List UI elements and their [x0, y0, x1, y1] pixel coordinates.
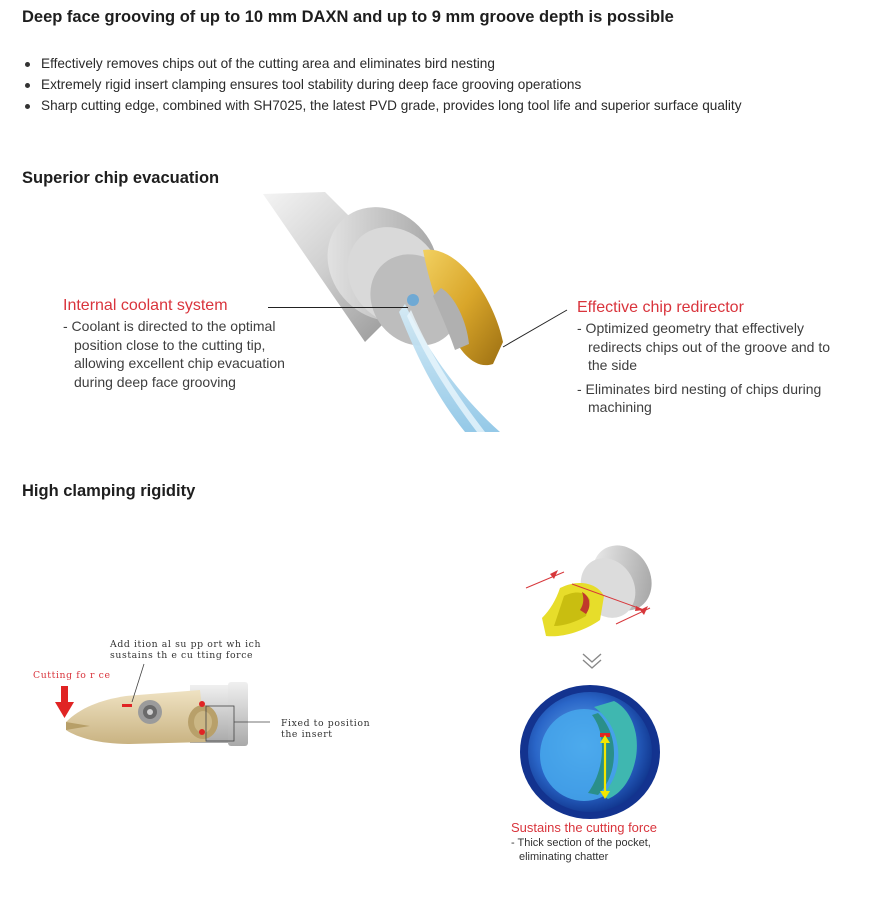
- pocket-section-illustration: [518, 683, 664, 821]
- coolant-line: - Coolant is directed to the optimal: [63, 318, 276, 334]
- redirector-line: redirects chips out of the groove and to: [588, 338, 831, 355]
- coolant-line: allowing excellent chip evacuation: [74, 355, 285, 371]
- insert-clamp-illustration: [520, 540, 660, 645]
- fixed-position-label: [281, 718, 370, 740]
- section-title-chip: Superior chip evacuation: [22, 169, 220, 187]
- sustains-line: eliminating chatter: [519, 851, 609, 863]
- feature-item: Extremely rigid insert clamping ensures tool stability during deep face grooving operations: [22, 75, 742, 96]
- additional-support-line: Add ition al su pp ort wh ich: [110, 639, 262, 650]
- redirector-line: machining: [588, 399, 652, 415]
- redirector-title: Effective chip redirector: [577, 299, 744, 316]
- section-title-clamp: High clamping rigidity: [22, 482, 196, 500]
- redirector-line: - Optimized geometry that effectively: [577, 320, 804, 336]
- coolant-leader-line: [268, 307, 408, 308]
- coolant-callout: [63, 297, 285, 391]
- coolant-tool-illustration: [255, 192, 575, 432]
- fixed-position-line: the insert: [281, 729, 333, 740]
- fixed-position-line: Fixed to position: [281, 718, 371, 729]
- redirector-line: the side: [588, 357, 638, 373]
- coolant-description: [63, 317, 285, 391]
- redirector-callout: [577, 299, 830, 417]
- cutting-force-label: Cutting fo r ce: [33, 670, 111, 681]
- redirector-description: [577, 319, 830, 417]
- sustains-title: Sustains the cutting force: [511, 820, 657, 835]
- coolant-line: position close to the cutting tip,: [74, 336, 266, 353]
- page-title: Deep face grooving of up to 10 mm DAXN and up to 9 mm groove depth is possible: [22, 8, 674, 26]
- redirector-line: - Eliminates bird nesting of chips during: [577, 380, 822, 397]
- sustains-line: - Thick section of the pocket,: [511, 837, 651, 849]
- sustains-description: [511, 836, 651, 864]
- additional-support-label: [110, 639, 261, 661]
- double-chevron-down-icon: [580, 651, 604, 671]
- coolant-title: Internal coolant system: [63, 297, 228, 314]
- additional-support-line: sustains th e cu tting force: [110, 650, 254, 661]
- feature-item: Sharp cutting edge, combined with SH7025, the latest PVD grade, provides long tool life and superior surface quality: [22, 96, 742, 117]
- coolant-line: during deep face grooving: [74, 373, 236, 390]
- feature-item: Effectively removes chips out of the cutting area and eliminates bird nesting: [22, 54, 742, 75]
- feature-list: [22, 54, 742, 116]
